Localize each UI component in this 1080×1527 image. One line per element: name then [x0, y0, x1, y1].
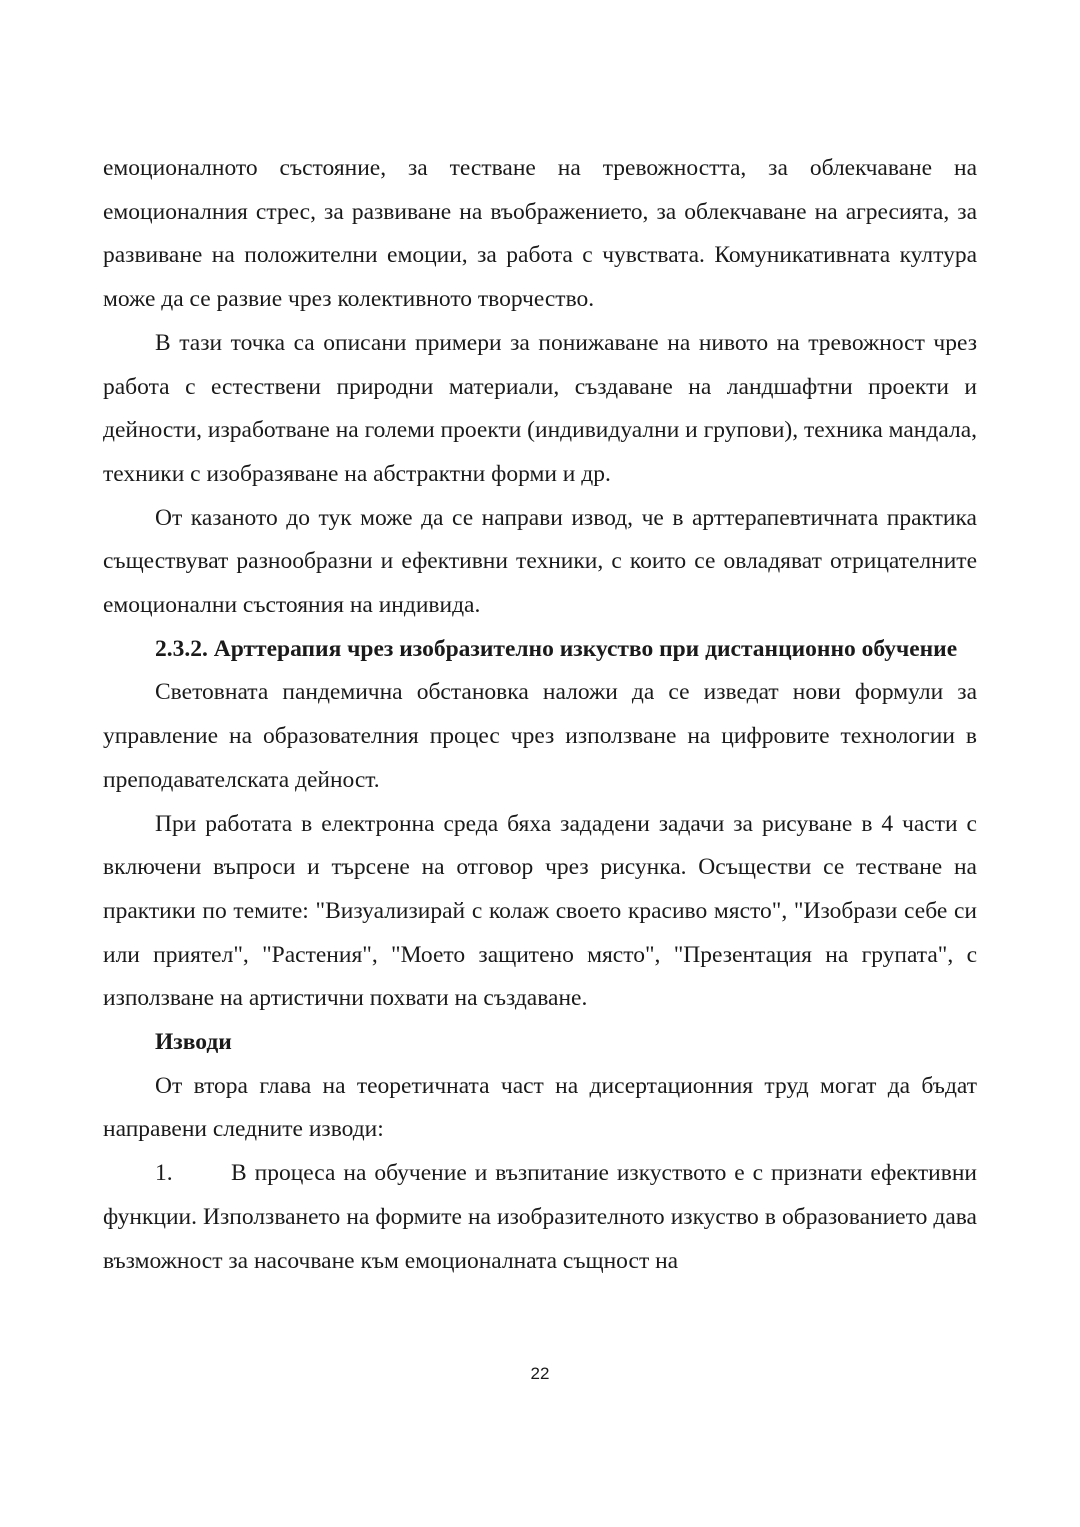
paragraph: При работата в електронна среда бяха зададени задачи за рисуване в 4 части с включени въпроси и търсене на отговор чрез рисунка. Осъществи се тестване на практики по темите: "Визуализирай с колаж своето красиво място", "Изобрази себе си или приятел", "Растения", "Моето защитено място", "Презентация на групата", с използване на артистични похвати на създаване. [103, 810, 977, 1012]
paragraph: В тази точка са описани примери за понижаване на нивото на тревожност чрез работа с естествени природни материали, създаване на ландшафтни проекти и дейности, изработване на големи проекти (индивидуални и групови), техника мандала, техники с изобразяване на абстрактни форми и др. [103, 329, 978, 487]
page-number: 22 [530, 1364, 550, 1383]
paragraph: От втора глава на теоретичната част на дисертационния труд могат да бъдат направени следните изводи: [103, 1072, 977, 1143]
list-item [103, 1152, 977, 1283]
paragraph: От казаното до тук може да се направи извод, че в арттерапевтичната практика съществуват разнообразни и ефективни техники, с които се овладяват отрицателните емоционални състояния на индивида. [103, 504, 977, 619]
paragraph: Световната пандемична обстановка наложи да се изведат нови формули за управление на образователния процес чрез използване на цифровите технологии в преподавателската дейност. [103, 679, 977, 793]
page-body [103, 147, 977, 1283]
section-heading: 2.3.2. Арттерапия чрез изобразително изкуство при дистанционно обучение [155, 635, 958, 662]
list-item-text: В процеса на обучение и възпитание изкуството е с признати ефективни функции. Използването на формите на изобразителното изкуство в образованието дава възможност за насочване към емоционалната същност на [103, 1160, 977, 1274]
conclusions-heading: Изводи [155, 1029, 232, 1056]
paragraph: емоционалното състояние, за тестване на тревожността, за облекчаване на емоционалния стрес, за развиване на въображението, за облекчаване на агресията, за развиване на положителни емоции, за работа с чувствата. Комуникативната култура може да се развие чрез колективното творчество. [103, 155, 977, 313]
list-item-number: 1. [155, 1160, 173, 1187]
